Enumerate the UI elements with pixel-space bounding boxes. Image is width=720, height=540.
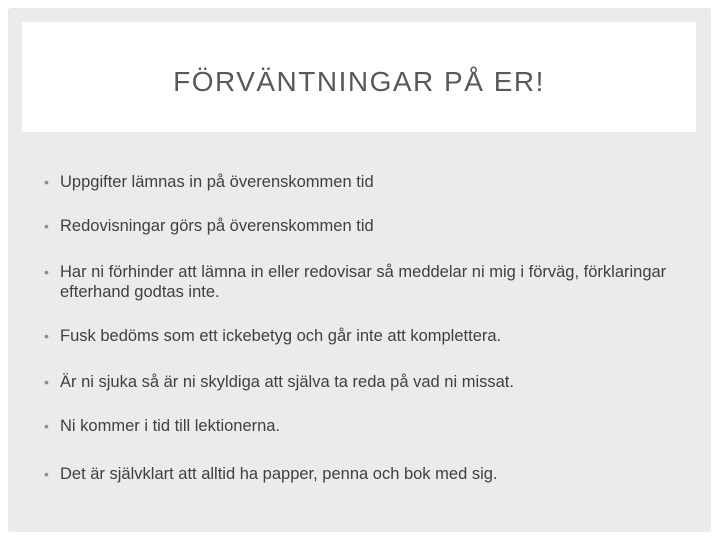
- bullet-icon: •: [44, 418, 49, 434]
- list-item-text: Uppgifter lämnas in på överenskommen tid: [60, 173, 374, 191]
- bullet-icon: •: [44, 264, 49, 280]
- slide: [8, 8, 711, 532]
- list-item: [44, 326, 700, 346]
- bullet-icon: •: [44, 174, 49, 190]
- list-item: [44, 216, 700, 236]
- list-item: [44, 262, 700, 302]
- list-item: [44, 416, 700, 436]
- list-item: [44, 172, 700, 192]
- bullet-icon: •: [44, 328, 49, 344]
- list-item: [44, 372, 700, 392]
- bullet-icon: •: [44, 466, 49, 482]
- bullet-icon: •: [44, 218, 49, 234]
- list-item-text: Ni kommer i tid till lektionerna.: [60, 417, 281, 435]
- slide-title: FÖRVÄNTNINGAR PÅ ER!: [173, 66, 545, 97]
- list-item-text: Är ni sjuka så är ni skyldiga att själva ta reda på vad ni missat.: [60, 373, 514, 391]
- title-box: [22, 22, 696, 132]
- list-item-text: Redovisningar görs på överenskommen tid: [60, 217, 374, 235]
- bullet-icon: •: [44, 374, 49, 390]
- list-item-text: Har ni förhinder att lämna in eller redovisar så meddelar ni mig i förväg, förklaringar efterhand godtas inte.: [60, 263, 667, 301]
- list-item-text: Det är självklart att alltid ha papper, penna och bok med sig.: [60, 465, 498, 483]
- list-item: [44, 464, 700, 484]
- list-item-text: Fusk bedöms som ett ickebetyg och går inte att komplettera.: [60, 327, 502, 345]
